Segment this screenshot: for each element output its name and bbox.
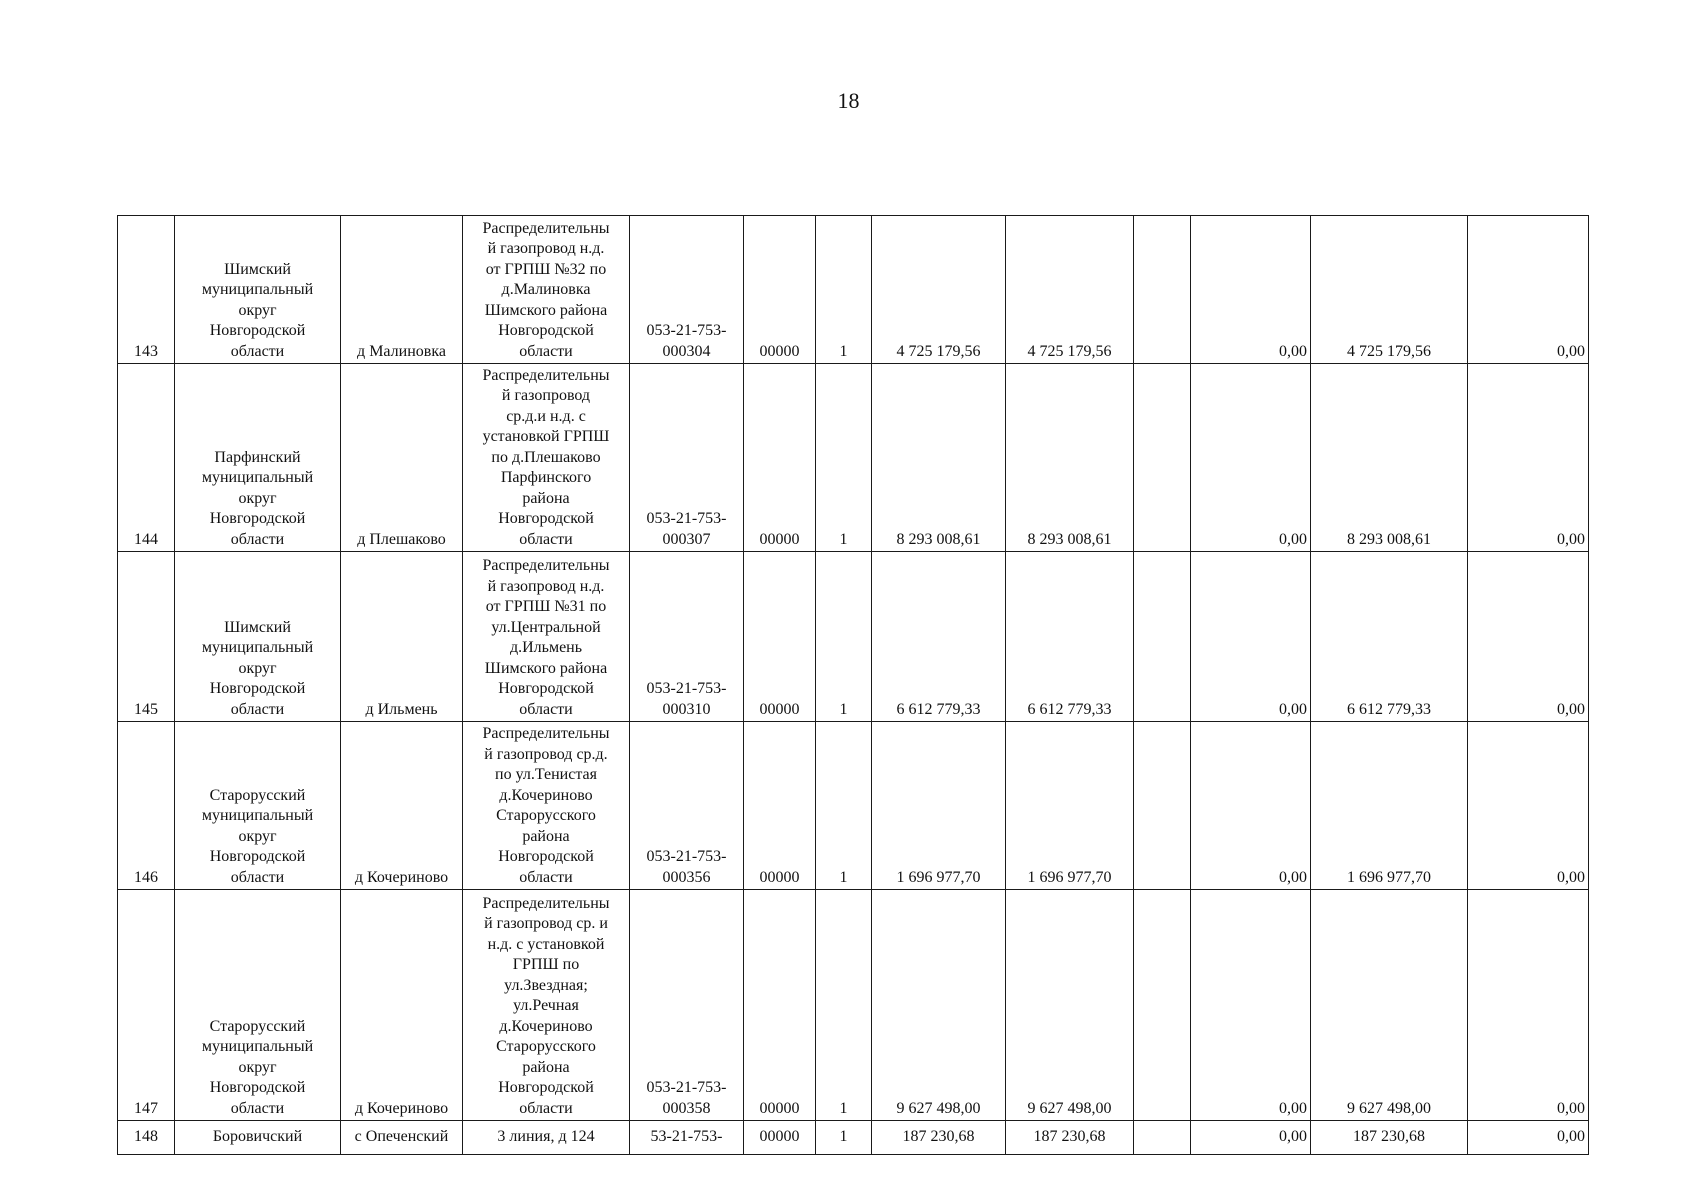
count-cell [816, 552, 872, 722]
empty-cell [1134, 1121, 1191, 1155]
amount-cell [1006, 552, 1134, 722]
total-cost-cell [872, 552, 1006, 722]
district-cell-text: Боровичский [212, 1127, 303, 1145]
oktmo-suffix-cell [744, 552, 816, 722]
count-cell-text: 1 [839, 342, 848, 360]
row-number-cell-text: 145 [134, 700, 158, 718]
value-b-cell [1311, 216, 1468, 364]
object-description-cell-text: Распределительны й газопровод н.д. от ГРПШ №32 по д.Малиновка Шимского района Новгородской области [482, 219, 610, 360]
value-b-cell-text: 1 696 977,70 [1347, 868, 1431, 886]
count-cell [816, 1121, 872, 1155]
row-number-cell-text: 146 [134, 868, 158, 886]
total-cost-cell-text: 187 230,68 [902, 1127, 975, 1145]
amount-cell-text: 1 696 977,70 [1027, 868, 1112, 886]
district-cell-text: Старорусский муниципальный округ Новгородской области [201, 1017, 314, 1117]
amount-cell [1006, 216, 1134, 364]
district-cell [175, 890, 341, 1121]
amount-cell [1006, 722, 1134, 890]
row-number-cell [118, 1121, 175, 1155]
count-cell [816, 890, 872, 1121]
amount-cell-text: 187 230,68 [1033, 1127, 1106, 1145]
row-number-cell [118, 722, 175, 890]
object-description-cell [463, 552, 630, 722]
total-cost-cell-text: 1 696 977,70 [896, 868, 981, 886]
value-c-cell [1468, 216, 1589, 364]
object-description-cell-text: Распределительны й газопровод н.д. от ГРПШ №31 по ул.Центральной д.Ильмень Шимского района Новгородской области [482, 557, 610, 718]
table-row [118, 890, 1589, 1121]
amount-cell [1006, 1121, 1134, 1155]
value-a-cell-text: 0,00 [1279, 530, 1307, 548]
object-code-cell [630, 722, 744, 890]
settlement-cell [341, 1121, 463, 1155]
object-code-cell [630, 364, 744, 552]
total-cost-cell [872, 890, 1006, 1121]
oktmo-suffix-cell [744, 1121, 816, 1155]
value-a-cell-text: 0,00 [1279, 1127, 1307, 1145]
object-code-cell [630, 890, 744, 1121]
oktmo-suffix-cell [744, 364, 816, 552]
empty-cell [1134, 364, 1191, 552]
oktmo-suffix-cell-text: 00000 [759, 868, 800, 886]
table-row [118, 552, 1589, 722]
value-c-cell-text: 0,00 [1557, 700, 1585, 718]
value-c-cell [1468, 552, 1589, 722]
object-code-cell [630, 1121, 744, 1155]
table-row [118, 1121, 1589, 1155]
value-c-cell [1468, 1121, 1589, 1155]
row-number-cell-text: 147 [134, 1099, 158, 1117]
object-description-cell [463, 1121, 630, 1155]
value-a-cell [1191, 890, 1311, 1121]
settlement-cell [341, 722, 463, 890]
table-row [118, 216, 1589, 364]
count-cell-text: 1 [839, 868, 848, 886]
district-cell-text: Старорусский муниципальный округ Новгородской области [201, 786, 314, 886]
oktmo-suffix-cell [744, 890, 816, 1121]
value-a-cell [1191, 552, 1311, 722]
object-code-cell-text: 53-21-753- [650, 1127, 723, 1145]
row-number-cell [118, 552, 175, 722]
oktmo-suffix-cell-text: 00000 [759, 1099, 800, 1117]
settlement-cell [341, 216, 463, 364]
oktmo-suffix-cell-text: 00000 [759, 530, 800, 548]
object-description-cell [463, 890, 630, 1121]
settlement-cell-text: д Плешаково [357, 530, 446, 548]
oktmo-suffix-cell-text: 00000 [759, 342, 800, 360]
count-cell-text: 1 [839, 700, 848, 718]
district-cell [175, 1121, 341, 1155]
value-a-cell [1191, 364, 1311, 552]
table-body [118, 216, 1589, 1155]
district-cell [175, 364, 341, 552]
district-cell-text: Шимский муниципальный округ Новгородской области [201, 618, 314, 718]
empty-cell [1134, 890, 1191, 1121]
settlement-cell [341, 552, 463, 722]
district-cell [175, 216, 341, 364]
empty-cell [1134, 722, 1191, 890]
value-c-cell-text: 0,00 [1557, 530, 1585, 548]
value-b-cell [1311, 722, 1468, 890]
district-cell-text: Шимский муниципальный округ Новгородской области [201, 260, 314, 360]
value-b-cell-text: 9 627 498,00 [1347, 1099, 1431, 1117]
total-cost-cell-text: 8 293 008,61 [896, 530, 981, 548]
row-number-cell-text: 148 [134, 1127, 158, 1145]
value-b-cell [1311, 364, 1468, 552]
settlement-cell [341, 890, 463, 1121]
object-code-cell-text: 053-21-753- 000304 [646, 322, 727, 360]
district-cell [175, 722, 341, 890]
object-description-cell-text: Распределительны й газопровод ср.д. по ул.Тенистая д.Кочериново Старорусского района Новгородской области [482, 725, 610, 886]
oktmo-suffix-cell-text: 00000 [759, 1127, 800, 1145]
amount-cell-text: 8 293 008,61 [1027, 530, 1112, 548]
value-b-cell [1311, 1121, 1468, 1155]
total-cost-cell [872, 722, 1006, 890]
settlement-cell-text: д Кочериново [354, 1099, 449, 1117]
row-number-cell-text: 143 [134, 342, 158, 360]
total-cost-cell [872, 1121, 1006, 1155]
empty-cell [1134, 552, 1191, 722]
count-cell [816, 722, 872, 890]
row-number-cell [118, 364, 175, 552]
oktmo-suffix-cell [744, 722, 816, 890]
settlement-cell-text: д Малиновка [357, 342, 446, 360]
district-cell [175, 552, 341, 722]
object-code-cell [630, 552, 744, 722]
value-c-cell [1468, 722, 1589, 890]
oktmo-suffix-cell [744, 216, 816, 364]
table-row [118, 722, 1589, 890]
total-cost-cell [872, 216, 1006, 364]
value-b-cell-text: 8 293 008,61 [1347, 530, 1431, 548]
data-table [117, 215, 1589, 1155]
amount-cell-text: 4 725 179,56 [1027, 342, 1112, 360]
value-b-cell-text: 187 230,68 [1353, 1127, 1425, 1145]
object-code-cell-text: 053-21-753- 000358 [646, 1079, 727, 1117]
empty-cell [1134, 216, 1191, 364]
amount-cell [1006, 890, 1134, 1121]
count-cell [816, 216, 872, 364]
object-description-cell-text: Распределительны й газопровод ср.д.и н.д. с установкой ГРПШ по д.Плешаково Парфинского района Новгородской области [482, 366, 610, 548]
value-b-cell [1311, 552, 1468, 722]
value-c-cell-text: 0,00 [1557, 342, 1585, 360]
count-cell-text: 1 [839, 530, 848, 548]
page-number: 18 [837, 88, 860, 113]
count-cell-text: 1 [839, 1127, 848, 1145]
amount-cell-text: 6 612 779,33 [1027, 700, 1112, 718]
total-cost-cell-text: 4 725 179,56 [896, 342, 981, 360]
object-description-cell-text: 3 линия, д 124 [497, 1127, 595, 1145]
settlement-cell [341, 364, 463, 552]
object-code-cell-text: 053-21-753- 000356 [646, 848, 727, 886]
value-c-cell [1468, 364, 1589, 552]
value-a-cell-text: 0,00 [1279, 700, 1307, 718]
amount-cell-text: 9 627 498,00 [1027, 1099, 1112, 1117]
total-cost-cell-text: 9 627 498,00 [896, 1099, 981, 1117]
value-a-cell-text: 0,00 [1279, 1099, 1307, 1117]
object-code-cell-text: 053-21-753- 000310 [646, 680, 727, 718]
amount-cell [1006, 364, 1134, 552]
district-cell-text: Парфинский муниципальный округ Новгородской области [201, 448, 314, 548]
object-description-cell [463, 722, 630, 890]
settlement-cell-text: д Ильмень [365, 700, 438, 718]
object-code-cell-text: 053-21-753- 000307 [646, 510, 727, 548]
value-c-cell [1468, 890, 1589, 1121]
value-a-cell-text: 0,00 [1279, 868, 1307, 886]
settlement-cell-text: д Кочериново [354, 868, 449, 886]
total-cost-cell-text: 6 612 779,33 [896, 700, 981, 718]
value-a-cell [1191, 722, 1311, 890]
oktmo-suffix-cell-text: 00000 [759, 700, 800, 718]
value-a-cell [1191, 216, 1311, 364]
value-a-cell-text: 0,00 [1279, 342, 1307, 360]
value-c-cell-text: 0,00 [1557, 868, 1585, 886]
settlement-cell-text: с Опеченский [354, 1127, 449, 1145]
value-b-cell-text: 6 612 779,33 [1347, 700, 1431, 718]
object-description-cell-text: Распределительны й газопровод ср. и н.д. с установкой ГРПШ по ул.Звездная; ул.Речная д.Кочериново Старорусского района Новгородской области [482, 894, 610, 1117]
value-b-cell-text: 4 725 179,56 [1347, 342, 1431, 360]
value-c-cell-text: 0,00 [1557, 1099, 1585, 1117]
count-cell [816, 364, 872, 552]
total-cost-cell [872, 364, 1006, 552]
row-number-cell [118, 216, 175, 364]
row-number-cell [118, 890, 175, 1121]
count-cell-text: 1 [839, 1099, 848, 1117]
value-b-cell [1311, 890, 1468, 1121]
object-code-cell [630, 216, 744, 364]
object-description-cell [463, 364, 630, 552]
value-c-cell-text: 0,00 [1557, 1127, 1585, 1145]
row-number-cell-text: 144 [134, 530, 158, 548]
object-description-cell [463, 216, 630, 364]
value-a-cell [1191, 1121, 1311, 1155]
table-row [118, 364, 1589, 552]
